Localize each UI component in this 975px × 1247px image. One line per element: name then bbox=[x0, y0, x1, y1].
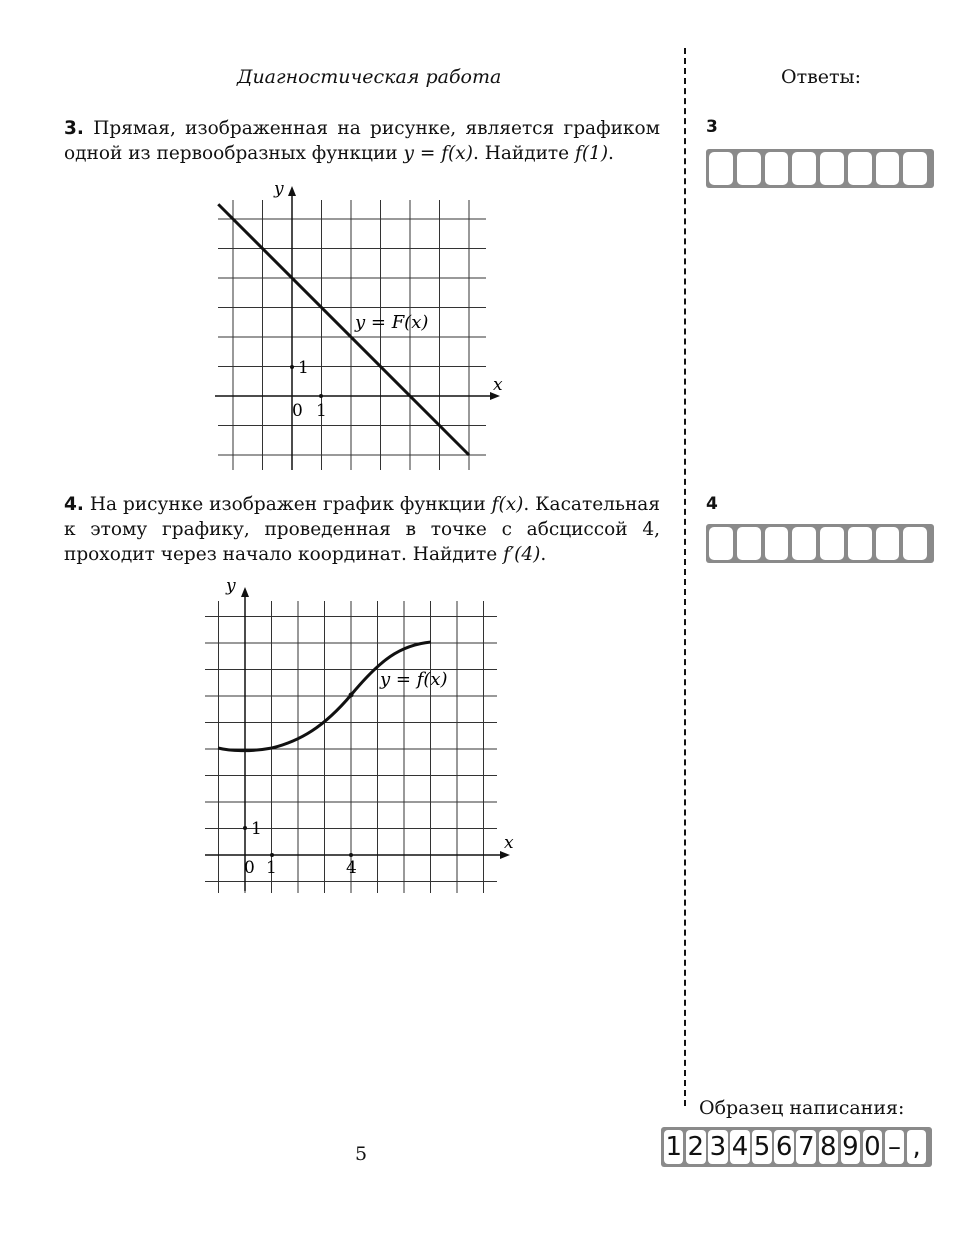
answer-cell[interactable] bbox=[903, 152, 927, 185]
problem-4-tick-y1 bbox=[243, 826, 247, 830]
answer-cell[interactable] bbox=[820, 152, 844, 185]
answer-cell[interactable] bbox=[709, 527, 733, 560]
problem-3-label-0: 0 bbox=[292, 401, 303, 421]
problem-3-graph bbox=[210, 178, 510, 476]
sample-glyph: 3 bbox=[709, 1132, 727, 1162]
answers-title: Ответы: bbox=[781, 66, 862, 88]
problem-4-graph bbox=[200, 575, 525, 895]
sample-glyph: 9 bbox=[842, 1132, 859, 1162]
sample-glyph: , bbox=[907, 1130, 926, 1164]
problem-3-tick-x1 bbox=[319, 394, 323, 398]
problem-3-text-before: Прямая, изображенная на рисунке, является графиком одной из первообразных функции bbox=[64, 118, 660, 164]
answer-cell[interactable] bbox=[765, 152, 789, 185]
answer-3-box[interactable] bbox=[706, 149, 934, 188]
problem-3-label-y1: 1 bbox=[298, 358, 309, 378]
answer-cell[interactable] bbox=[737, 152, 761, 185]
problem-4-marked-point bbox=[349, 693, 354, 698]
problem-4-axis-y-label: y bbox=[226, 576, 236, 596]
problem-4-number: 4. bbox=[64, 494, 84, 515]
problem-4-label-y1: 1 bbox=[251, 819, 262, 839]
problem-3-text-after: . bbox=[608, 143, 614, 164]
problem-3-grid bbox=[218, 200, 486, 470]
sample-glyph: 5 bbox=[753, 1132, 771, 1162]
problem-3-line bbox=[218, 204, 469, 455]
page-number: 5 bbox=[355, 1143, 368, 1165]
answer-4-box[interactable] bbox=[706, 524, 934, 563]
problem-3-axis-x-label: x bbox=[493, 375, 503, 395]
answer-cell[interactable] bbox=[876, 152, 900, 185]
sample-glyph: 2 bbox=[687, 1132, 705, 1162]
answer-cell[interactable] bbox=[792, 152, 816, 185]
sample-glyph: 8 bbox=[820, 1132, 837, 1162]
answer-cell[interactable] bbox=[903, 527, 927, 560]
problem-4-label-x1: 1 bbox=[266, 858, 277, 878]
sample-glyph: 1 bbox=[665, 1132, 683, 1162]
problem-4-math-target: f′(4) bbox=[503, 544, 541, 565]
problem-4-curve-label: y = f(x) bbox=[380, 669, 448, 690]
problem-4-label-0: 0 bbox=[244, 858, 255, 878]
problem-3-curve-label: y = F(x) bbox=[355, 312, 429, 333]
sample-glyph: 6 bbox=[775, 1132, 793, 1162]
problem-3-label-x1: 1 bbox=[316, 401, 327, 421]
answer-cell[interactable] bbox=[848, 152, 872, 185]
problem-4-axis-x-label: x bbox=[504, 833, 514, 853]
answer-cell[interactable] bbox=[737, 527, 761, 560]
problem-3-y-arrow bbox=[288, 186, 296, 196]
problem-4-text-before: На рисунке изображен график функции bbox=[83, 494, 492, 515]
problem-3-text-middle: . Найдите bbox=[472, 143, 575, 164]
sample-glyph: 7 bbox=[797, 1132, 815, 1162]
sample-glyph: 0 bbox=[864, 1132, 881, 1162]
problem-4-tick-x4 bbox=[349, 853, 353, 857]
problem-4-label-x4: 4 bbox=[346, 858, 357, 878]
sample-label: Образец написания: bbox=[699, 1097, 905, 1119]
answer-cell[interactable] bbox=[709, 152, 733, 185]
answer-cell[interactable] bbox=[792, 527, 816, 560]
answer-cell[interactable] bbox=[848, 527, 872, 560]
sample-glyph: 4 bbox=[731, 1132, 749, 1162]
answer-cell[interactable] bbox=[876, 527, 900, 560]
problem-3-tick-y1 bbox=[290, 365, 294, 369]
problem-4-text-after: . bbox=[540, 544, 547, 565]
problem-4-math-function: f(x) bbox=[491, 494, 524, 515]
page-header: Диагностическая работа bbox=[237, 66, 502, 88]
problem-4-tick-x1 bbox=[270, 853, 274, 857]
dashed-divider bbox=[684, 48, 686, 1106]
problem-4-text bbox=[64, 492, 660, 567]
problem-3-axis-y-label: y bbox=[274, 179, 284, 199]
sample-glyphs bbox=[661, 1127, 932, 1167]
problem-3-text bbox=[64, 116, 660, 166]
answer-cell[interactable] bbox=[820, 527, 844, 560]
problem-4-y-arrow bbox=[241, 587, 249, 597]
problem-3-number: 3. bbox=[64, 118, 84, 139]
problem-4-grid bbox=[205, 601, 497, 893]
answer-cell[interactable] bbox=[765, 527, 789, 560]
answer-4-number: 4 bbox=[706, 494, 718, 514]
problem-4-text-middle: . Касательная к этому графику, проведенная в точке с абсциссой 4, проходит через начало координат. Найдите bbox=[64, 494, 660, 565]
sample-glyph: – bbox=[885, 1130, 904, 1164]
answer-3-number: 3 bbox=[706, 117, 718, 137]
problem-3-math-function: y = f(x) bbox=[403, 143, 473, 164]
problem-3-math-target: f(1) bbox=[574, 143, 609, 164]
